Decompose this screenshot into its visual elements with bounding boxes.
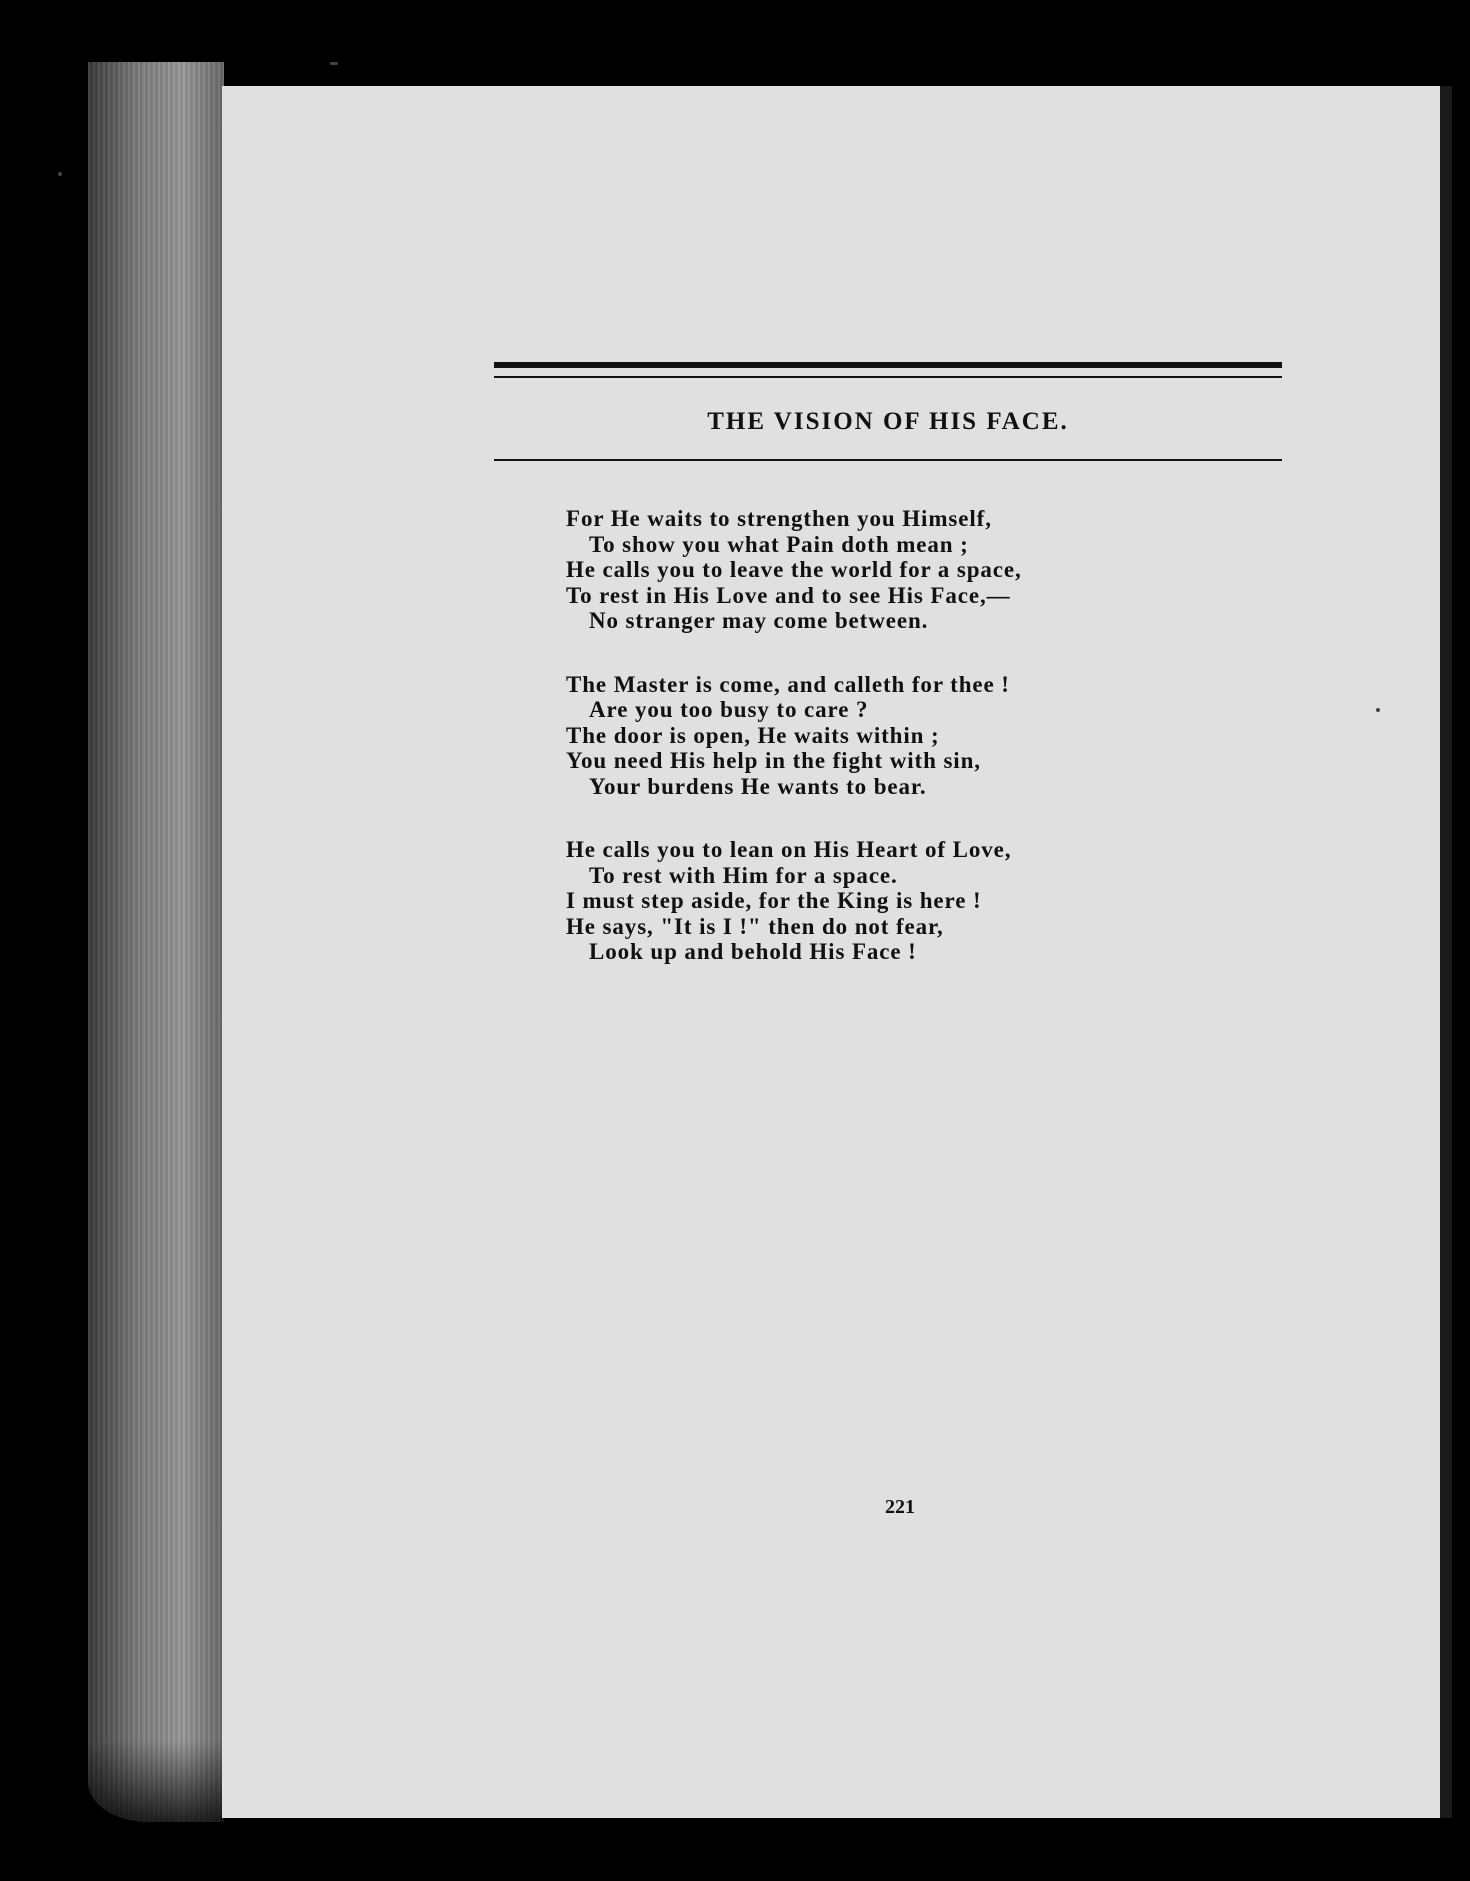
poem-line: Look up and behold His Face ! [589, 939, 917, 964]
poem-line: He calls you to leave the world for a space, [566, 557, 1022, 582]
poem-line: Your burdens He wants to bear. [589, 773, 927, 799]
poem-line: You need His help in the fight with sin, [566, 748, 981, 773]
poem-line: To rest with Him for a space. [589, 862, 898, 888]
poem-line: He calls you to lean on His Heart of Love, [566, 837, 1012, 862]
stanza [566, 837, 1186, 965]
poem-body [566, 506, 1186, 1003]
title-underline-rule [494, 459, 1282, 461]
poem-line: I must step aside, for the King is here ! [566, 888, 982, 913]
poem-line: Are you too busy to care ? [589, 697, 869, 722]
dust-speck [58, 172, 62, 176]
poem-line: No stranger may come between. [589, 608, 929, 633]
stanza [566, 672, 1186, 800]
book-spine-shadow [88, 1740, 228, 1830]
poem-line: He says, "It is I !" then do not fear, [566, 913, 944, 939]
dust-speck [330, 62, 338, 65]
poem-line: To show you what Pain doth mean ; [589, 531, 969, 557]
stanza [566, 506, 1186, 634]
top-thick-rule [494, 362, 1282, 368]
poem-line: The door is open, He waits within ; [566, 722, 940, 748]
poem-title: THE VISION OF HIS FACE. [707, 408, 1069, 435]
book-spine [88, 62, 224, 1822]
page-number: 221 [885, 1496, 915, 1518]
page-right-edge [1440, 86, 1452, 1818]
dust-speck [1376, 708, 1380, 712]
poem-line: To rest in His Love and to see His Face,— [566, 582, 1011, 608]
poem-line: For He waits to strengthen you Himself, [566, 506, 992, 531]
top-thin-rule [494, 376, 1282, 378]
poem-line: The Master is come, and calleth for thee ! [566, 671, 1010, 697]
